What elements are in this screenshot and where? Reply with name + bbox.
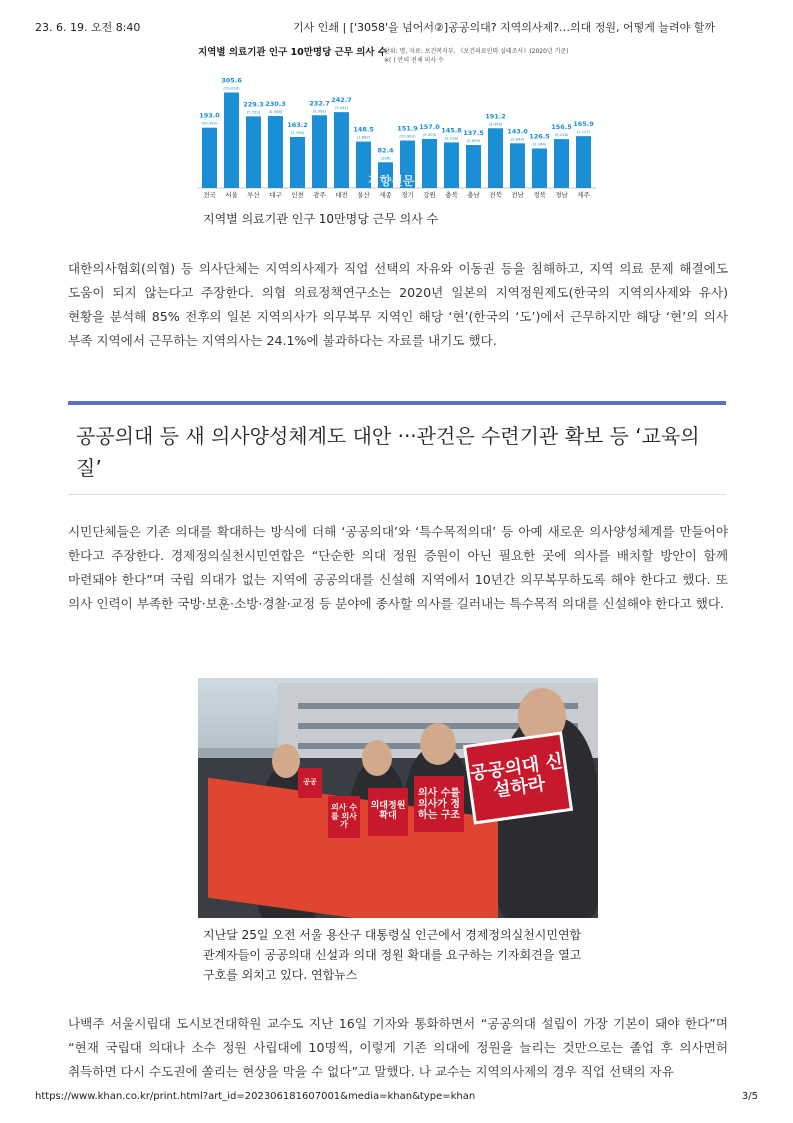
chart-total-label: (99,492) <box>201 120 218 126</box>
chart-bar <box>576 136 591 188</box>
chart-bar <box>290 137 305 188</box>
protest-sign: 의사 수를 의사가 <box>328 796 360 838</box>
print-title: 기사 인쇄 | ['3058'을 넘어서②]공공의대? 지역의사제?…의대 정원, 어떻게 늘려야 할까 <box>293 21 715 34</box>
chart-value-label: 82.4 <box>377 146 394 155</box>
chart-title: 지역별 의료기관 인구 10만명당 근무 의사 수 <box>198 47 388 58</box>
chart-value-label: 305.6 <box>221 76 242 85</box>
chart-bar <box>268 116 283 188</box>
chart-category-label: 대구 <box>269 191 282 199</box>
chart-bar <box>488 128 503 188</box>
chart-value-label: 230.3 <box>265 100 286 109</box>
article-paragraph-2: 시민단체들은 기존 의대를 확대하는 방식에 더해 ‘공공의대’와 ‘특수목적의대’ 등 아예 새로운 의사양성체계를 만들어야 한다고 주장한다. 경제정의실천시민연합은 “단순한 의대 정원 증원이 아닌 필요한 곳에 의사를 배치할 방안이 함께 마련돼야 한다”며 국립 의대가 없는 지역에 공공의대를 신설해 지역에서 10년간 의무복무하도록 해야 한다고 했다. 또 의사 인력이 부족한 국방·보훈·소방·경찰·교정 등 분야에 종사할 의사를 길러내는 특수목적 의대를 신설해야 한다고 했다. <box>68 524 728 611</box>
chart-source: 단위: 명, 자료: 보건복지부, 《보건의료인력 실태조사》(2020년 기준) <box>384 48 569 55</box>
chart-category-label: 경북 <box>533 191 546 199</box>
chart-value-label: 151.9 <box>397 124 418 133</box>
chart-bar <box>532 148 547 188</box>
chart-category-label: 경기 <box>401 191 414 199</box>
print-url: https://www.khan.co.kr/print.html?art_id=202306181607001&media=khan&type=khan <box>35 1091 476 1102</box>
chart-total-label: (20,983) <box>399 133 416 139</box>
subtitle-bottom-rule <box>68 494 726 495</box>
chart-total-label: (296) <box>380 155 391 161</box>
chart-value-label: 156.5 <box>551 123 572 132</box>
protest-sign: 공공 <box>298 768 322 798</box>
chart-total-label: (3,361) <box>312 108 327 114</box>
chart-bar <box>422 139 437 188</box>
chart-category-label: 서울 <box>225 191 238 199</box>
chart-value-label: 157.0 <box>419 122 440 131</box>
chart-value-label: 163.2 <box>287 121 308 129</box>
chart-category-label: 대전 <box>335 191 348 199</box>
chart-value-label: 145.8 <box>441 126 462 135</box>
print-footer <box>35 1091 758 1107</box>
chart-category-label: 충남 <box>467 191 480 199</box>
protest-sign: 의사 수를 의사가 정하는 구조 <box>414 776 464 832</box>
chart-value-label: 232.7 <box>309 99 330 108</box>
chart-category-label: 부산 <box>247 191 260 199</box>
page-number: 3/5 <box>741 1091 758 1102</box>
chart-category-label: 제주 <box>577 191 590 199</box>
chart-value-label: 143.0 <box>507 127 528 136</box>
chart-total-label: (7,720) <box>246 109 261 115</box>
chart-value-label: 242.7 <box>331 96 352 105</box>
chart-bar <box>224 93 239 189</box>
chart-category-label: 강원 <box>423 191 436 199</box>
chart-category-label: 울산 <box>357 191 370 199</box>
chart-category-label: 충북 <box>445 191 458 199</box>
chart-watermark: 경향신문 <box>368 174 415 188</box>
chart-value-label: 229.3 <box>243 100 264 109</box>
chart-bar <box>510 143 525 188</box>
chart-bar <box>312 115 327 188</box>
chart-value-label: 193.0 <box>199 111 220 120</box>
chart-total-label: (1,127) <box>576 129 591 135</box>
chart-bar <box>444 142 459 188</box>
chart-value-label: 191.2 <box>485 112 506 121</box>
article-paragraph-3: 나백주 서울시립대 도시보건대학원 교수도 지난 16일 기자와 통화하면서 “공공의대 설립이 가장 기본이 돼야 한다”며 “현재 국립대 의대나 소수 정원 사립대에 10명씩, 이렇게 기존 의대에 정원을 늘리는 것만으로는 졸업 후 의사면허 취득하면 다시 수도권에 쏠리는 현상을 막을 수 없다”고 말했다. 나 교수는 지역의사제의 경우 직업 선택의 자유 <box>68 1016 728 1079</box>
chart-total-label: (29,036) <box>223 85 240 91</box>
protest-sign: 의대정원 확대 <box>368 788 408 836</box>
article-paragraph-1: 대한의사협회(의협) 등 의사단체는 지역의사제가 직업 선택의 자유와 이동권 등을 침해하고, 지역 의료 문제 해결에도 도움이 되지 않는다고 주장한다. 의협 의료정책연구소는 2020년 일본의 지역정원제도(한국의 지역의사제와 유사) 현황을 분석해 85% 전후의 일본 지역의사가 의무복무 지역인 해당 ‘현’(한국의 ‘도’)에서 근무하지만 해당 ‘현’의 의사 부족 지역에서 근무하는 지역의사는 24.1%에 불과하다는 자료를 내기도 했다. <box>68 261 728 348</box>
chart-caption: 지역별 의료기관 인구 10만명당 근무 의사 수 <box>203 212 439 226</box>
chart-value-label: 165.9 <box>573 120 594 129</box>
chart-total-label: (3,446) <box>488 121 503 127</box>
chart-value-label: 148.5 <box>353 125 374 134</box>
section-subtitle: 공공의대 등 새 의사양성체계도 대안 ···관건은 수련기관 확보 등 ‘교육의 질’ <box>76 424 700 480</box>
chart-total-label: (2,403) <box>422 131 437 137</box>
subtitle-top-rule <box>68 401 726 405</box>
chart-bar <box>466 145 481 188</box>
chart-category-label: 경남 <box>555 191 568 199</box>
photo-caption: 지난달 25일 오전 서울 용산구 대통령실 인근에서 경제정의실천시민연합 관계자들이 공공의대 신설과 의대 정원 확대를 요구하는 기자회견을 열고 구호를 외치고 있다. 연합뉴스 <box>203 928 582 982</box>
chart-total-label: (2,895) <box>466 138 481 144</box>
chart-total-label: (4,760) <box>290 130 305 135</box>
protest-sign-main: 공공의대 신설하라 <box>463 731 573 824</box>
chart-total-label: (2,640) <box>510 136 525 142</box>
chart-total-label: (1,687) <box>356 134 371 140</box>
chart-value-label: 126.5 <box>529 132 550 141</box>
print-date: 23. 6. 19. 오전 8:40 <box>35 21 141 34</box>
chart-total-label: (3,364) <box>532 141 547 147</box>
chart-total-label: (5,216) <box>554 132 569 138</box>
chart-total-label: (3,541) <box>334 105 349 111</box>
chart-total-label: (5,568) <box>268 109 283 115</box>
chart-note: ※( ) 안의 전체 의사 수 <box>384 57 444 64</box>
chart-bar <box>202 128 217 188</box>
chart-bar <box>246 116 261 188</box>
chart-bar <box>554 139 569 188</box>
chart-category-label: 광주 <box>313 191 326 199</box>
chart-category-label: 전북 <box>489 191 502 199</box>
chart-category-label: 인천 <box>291 191 304 199</box>
chart-category-label: 세종 <box>379 191 392 199</box>
chart-bar <box>334 112 349 188</box>
chart-total-label: (2,318) <box>444 135 459 141</box>
chart-value-label: 137.5 <box>463 129 484 138</box>
print-header <box>35 19 758 35</box>
chart-category-label: 전남 <box>511 191 524 199</box>
chart-category-label: 전국 <box>203 191 216 199</box>
doctor-density-chart <box>198 44 596 200</box>
press-conference-photo <box>198 678 598 918</box>
